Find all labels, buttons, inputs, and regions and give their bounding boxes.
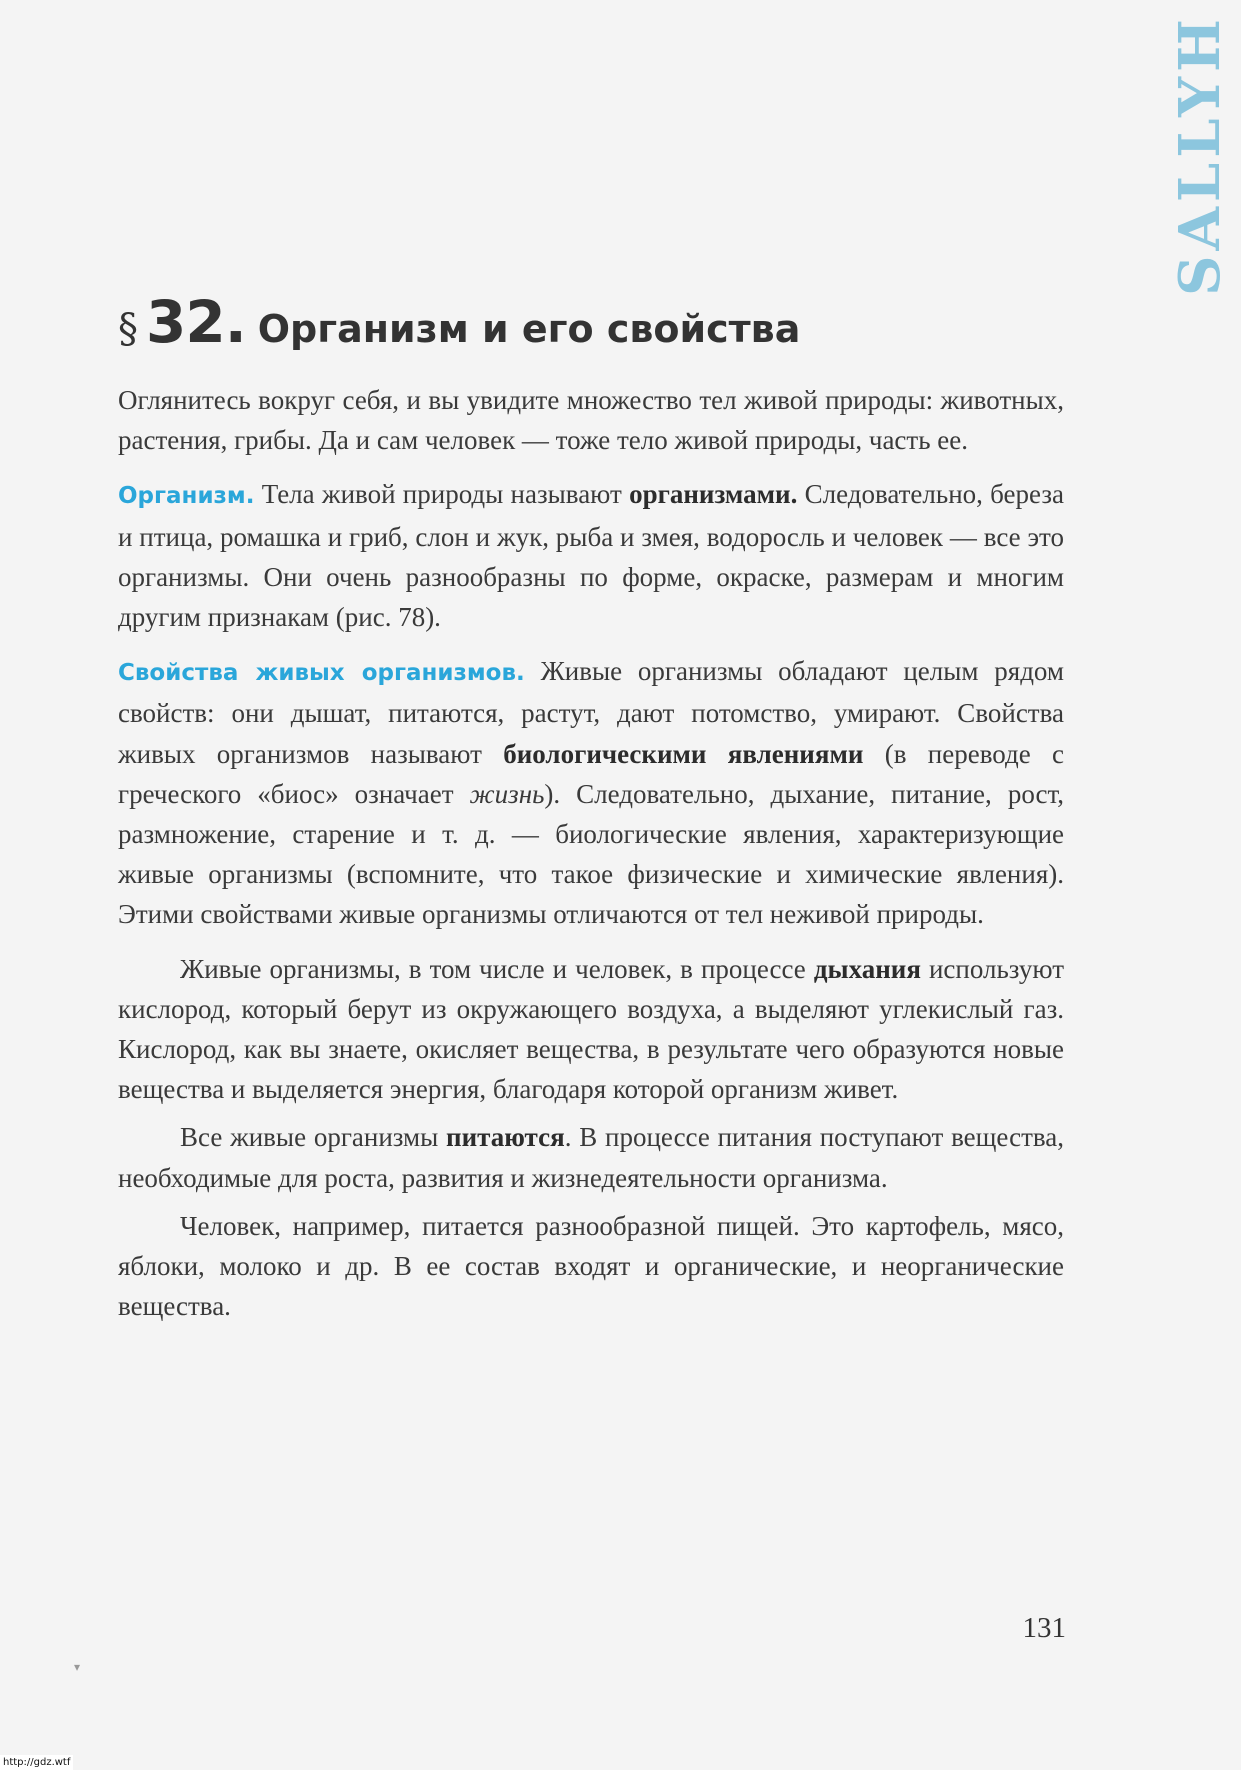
paragraph-properties: Свойства живых организмов. Живые организмы обладают целым рядом свойств: они дышат, питаются, растут, дают потомство, умирают. Свойства живых организмов называют биологическими явлениями (в переводе с греческого «биос» означает жизнь). Следовательно, дыхание, питание, рост, размножение, старение и т. д. — биологические явления, характеризующие живые организмы (вспомните, что такое физические и химические явления). Этими свойствами живые организмы отличаются от тел неживой природы. [118,656,1064,930]
source-label: http://gdz.wtf [0,1755,73,1770]
paragraph-organism: Организм. Тела живой природы называют организмами. Следовательно, береза и птица, ромашка и гриб, слон и жук, рыба и змея, водоросль и человек — все это организмы. Они очень разнообразны по форме, окраске, размерам и многим другим признакам (рис. 78). [118,479,1064,633]
paragraph-human: Человек, например, питается разнообразной пищей. Это картофель, мясо, яблоки, молоко и др. В ее состав входят и органические, и неорганические вещества. [118,1210,1064,1322]
paragraph-intro: Оглянитесь вокруг себя, и вы увидите множество тел живой природы: животных, растения, грибы. Да и сам человек — тоже тело живой природы, часть ее. [118,385,1064,456]
section-heading [118,288,1098,368]
scan-mark: ▾ [74,1660,81,1674]
section-sign: § [118,306,138,352]
side-tab [1167,14,1234,296]
paragraph-feeding: Все живые организмы питаются. В процессе питания поступают вещества, необходимые для роста, развития и жизнедеятельности организма. [118,1122,1064,1193]
italic-term: жизнь [469,778,545,809]
section-title: Организм и его свойства [257,307,801,351]
term-heading-organism: Организм. [118,483,255,510]
page-number: 131 [1022,1612,1066,1644]
term-heading-properties: Свойства живых организмов. [118,660,525,687]
body-text [118,380,1064,1334]
key-term: организмами. [629,479,798,510]
key-term: дыхания [813,953,921,984]
side-tab-label: SALLYH [1167,14,1234,296]
key-term: питаются [446,1122,565,1153]
section-number: 32. [146,288,246,356]
paragraph-breathing: Живые организмы, в том числе и человек, в процессе дыхания используют кислород, который берут из окружающего воздуха, а выделяют углекислый газ. Кислород, как вы знаете, окисляет вещества, в результате чего образуются новые вещества и выделяется энергия, благодаря которой организм живет. [118,953,1065,1105]
key-term: биологическими явлениями [503,738,864,769]
